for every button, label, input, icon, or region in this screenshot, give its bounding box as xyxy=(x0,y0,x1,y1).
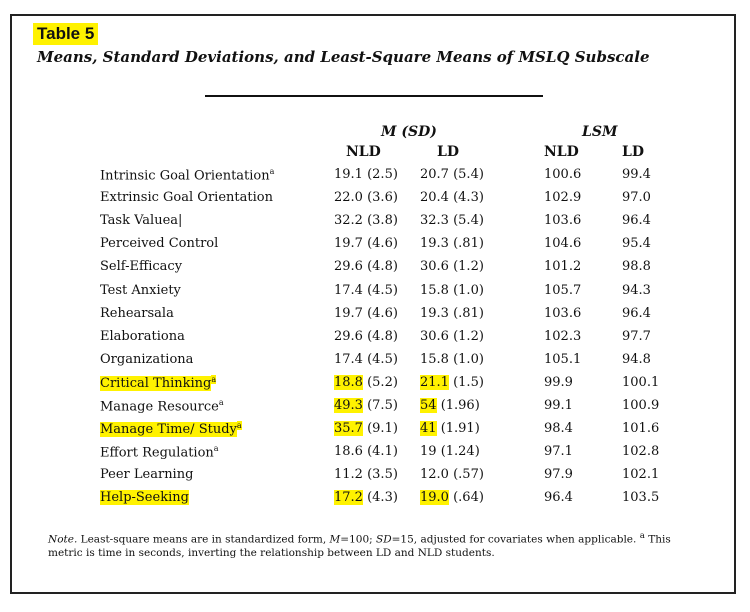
cell-lsm-ld: 96.4 xyxy=(622,306,651,321)
cell-lsm-nld: 99.9 xyxy=(544,375,573,390)
cell-nld-sd: (4.5) xyxy=(367,352,398,367)
header-lsm-nld: NLD xyxy=(544,144,579,160)
cell-lsm-nld: 102.3 xyxy=(544,329,582,344)
cell-ld-mean: 19 xyxy=(420,444,437,459)
note-sup: a xyxy=(639,531,645,541)
cell-lsm-nld: 97.1 xyxy=(544,444,573,459)
cell-ld-sd: (1.2) xyxy=(453,329,484,344)
table-row xyxy=(0,190,750,210)
cell-ld-sd: (.81) xyxy=(453,306,484,321)
cell-lsm-ld: 100.9 xyxy=(622,398,660,413)
cell-nld xyxy=(334,283,398,298)
cell-ld xyxy=(420,306,484,321)
table-label: Table 5 xyxy=(33,23,98,45)
cell-nld-mean: 11.2 xyxy=(334,467,363,482)
cell-nld-sd: (4.6) xyxy=(367,236,398,251)
cell-ld xyxy=(420,190,484,205)
cell-ld-sd: (1.96) xyxy=(440,398,480,413)
table-row xyxy=(0,421,750,441)
row-label-text: Task Valuea| xyxy=(100,213,183,228)
row-label xyxy=(100,329,185,344)
table-row xyxy=(0,398,750,418)
cell-ld xyxy=(420,329,484,344)
cell-lsm-nld: 97.9 xyxy=(544,467,573,482)
cell-ld xyxy=(420,283,484,298)
row-label xyxy=(100,467,193,482)
cell-lsm-ld: 96.4 xyxy=(622,213,651,228)
row-label xyxy=(100,421,242,437)
cell-ld-sd: (1.5) xyxy=(453,375,484,390)
note-lead: Note. xyxy=(48,533,78,546)
cell-nld-mean: 19.7 xyxy=(334,306,363,321)
cell-nld-mean: 32.2 xyxy=(334,213,363,228)
cell-nld-mean: 22.0 xyxy=(334,190,363,205)
cell-ld xyxy=(420,236,484,251)
cell-nld-mean: 19.7 xyxy=(334,236,363,251)
cell-ld-mean: 41 xyxy=(420,421,437,436)
cell-ld-sd: (1.24) xyxy=(440,444,480,459)
row-label-text: Rehearsala xyxy=(100,306,174,321)
cell-nld-mean: 17.4 xyxy=(334,283,363,298)
note-text-4: This metric is time in seconds, inverting the relationship between LD and NLD students. xyxy=(48,533,671,559)
cell-lsm-nld: 103.6 xyxy=(544,213,582,228)
cell-ld-mean: 30.6 xyxy=(420,259,449,274)
cell-ld-mean: 54 xyxy=(420,398,437,413)
row-label-text: Perceived Control xyxy=(100,236,219,251)
row-label xyxy=(100,306,174,321)
cell-nld-mean: 49.3 xyxy=(334,398,363,413)
cell-nld xyxy=(334,375,398,390)
cell-ld xyxy=(420,444,480,459)
cell-lsm-ld: 97.0 xyxy=(622,190,651,205)
row-label-text: Critical Thinking xyxy=(100,376,212,392)
cell-lsm-ld: 95.4 xyxy=(622,236,651,251)
row-label xyxy=(100,236,218,251)
cell-lsm-ld: 101.6 xyxy=(622,421,660,436)
cell-nld-sd: (4.3) xyxy=(367,490,398,505)
cell-nld-sd: (2.5) xyxy=(367,167,398,182)
cell-ld-mean: 20.4 xyxy=(420,190,449,205)
table-title: Means, Standard Deviations, and Least-Square Means of MSLQ Subscale xyxy=(37,48,650,66)
cell-nld xyxy=(334,213,398,228)
cell-lsm-ld: 94.8 xyxy=(622,352,651,367)
cell-lsm-nld: 105.7 xyxy=(544,283,582,298)
table-row xyxy=(0,329,750,349)
cell-ld xyxy=(420,352,484,367)
cell-nld xyxy=(334,236,398,251)
cell-ld xyxy=(420,467,484,482)
cell-nld xyxy=(334,329,398,344)
cell-lsm-ld: 97.7 xyxy=(622,329,651,344)
cell-lsm-nld: 100.6 xyxy=(544,167,582,182)
cell-nld-sd: (4.1) xyxy=(367,444,398,459)
title-rule xyxy=(205,95,543,97)
cell-ld-mean: 12.0 xyxy=(420,467,449,482)
cell-nld-sd: (3.6) xyxy=(367,190,398,205)
cell-ld-mean: 19.3 xyxy=(420,306,449,321)
row-label xyxy=(100,213,182,228)
cell-nld-mean: 17.4 xyxy=(334,352,363,367)
cell-lsm-nld: 99.1 xyxy=(544,398,573,413)
cell-ld-mean: 15.8 xyxy=(420,283,449,298)
header-lsm-ld: LD xyxy=(622,144,644,160)
cell-nld-mean: 29.6 xyxy=(334,329,363,344)
header-msd-ld: LD xyxy=(437,144,459,160)
header-msd-nld: NLD xyxy=(346,144,381,160)
cell-lsm-ld: 102.8 xyxy=(622,444,660,459)
cell-lsm-nld: 103.6 xyxy=(544,306,582,321)
row-label-text: Intrinsic Goal Orientation xyxy=(100,168,270,184)
cell-ld-sd: (1.91) xyxy=(440,421,480,436)
row-label-text: Test Anxiety xyxy=(100,283,181,298)
note-text-2: =100; xyxy=(340,533,376,546)
cell-ld-sd: (.57) xyxy=(453,467,484,482)
table-row xyxy=(0,352,750,372)
cell-ld xyxy=(420,259,484,274)
cell-ld xyxy=(420,213,484,228)
row-label-sup: a xyxy=(211,375,217,384)
table-row xyxy=(0,167,750,187)
cell-nld-sd: (3.8) xyxy=(367,213,398,228)
cell-ld-mean: 15.8 xyxy=(420,352,449,367)
note-m: M xyxy=(329,533,341,546)
table-note xyxy=(48,530,698,560)
row-label xyxy=(100,259,182,274)
row-label xyxy=(100,352,193,367)
cell-lsm-nld: 101.2 xyxy=(544,259,582,274)
table-row xyxy=(0,467,750,487)
table-row xyxy=(0,283,750,303)
cell-lsm-ld: 98.8 xyxy=(622,259,651,274)
row-label-text: Elaborationa xyxy=(100,329,185,344)
table-row xyxy=(0,306,750,326)
cell-ld-sd: (4.3) xyxy=(453,190,484,205)
cell-ld-sd: (1.2) xyxy=(453,259,484,274)
note-sd: SD xyxy=(376,533,392,546)
cell-ld-sd: (1.0) xyxy=(453,352,484,367)
cell-nld xyxy=(334,421,398,436)
cell-nld-sd: (9.1) xyxy=(367,421,398,436)
row-label-sup: a xyxy=(236,421,242,430)
row-label xyxy=(100,398,224,414)
cell-nld-sd: (4.6) xyxy=(367,306,398,321)
table-row xyxy=(0,375,750,395)
row-label-sup: a xyxy=(218,398,224,407)
cell-nld-sd: (4.8) xyxy=(367,259,398,274)
table-row xyxy=(0,444,750,464)
cell-nld-mean: 29.6 xyxy=(334,259,363,274)
cell-nld-mean: 19.1 xyxy=(334,167,363,182)
row-label-text: Manage Time/ Study xyxy=(100,422,237,438)
table-row xyxy=(0,259,750,279)
row-label-text: Effort Regulation xyxy=(100,445,214,461)
cell-ld xyxy=(420,398,480,413)
cell-nld-sd: (3.5) xyxy=(367,467,398,482)
cell-nld xyxy=(334,259,398,274)
row-label-text: Manage Resource xyxy=(100,399,219,415)
row-label-sup: a xyxy=(213,444,219,453)
cell-nld-mean: 18.6 xyxy=(334,444,363,459)
cell-lsm-nld: 102.9 xyxy=(544,190,582,205)
note-text-1: Least-square means are in standardized form, xyxy=(77,533,330,546)
cell-nld-sd: (4.8) xyxy=(367,329,398,344)
table-row xyxy=(0,213,750,233)
cell-ld-mean: 30.6 xyxy=(420,329,449,344)
row-label-text: Peer Learning xyxy=(100,467,194,482)
cell-nld xyxy=(334,190,398,205)
cell-ld-mean: 19.0 xyxy=(420,490,449,505)
row-label xyxy=(100,167,274,183)
cell-lsm-ld: 99.4 xyxy=(622,167,651,182)
cell-nld xyxy=(334,398,398,413)
cell-ld-mean: 21.1 xyxy=(420,375,449,390)
cell-nld xyxy=(334,444,398,459)
row-label-text: Help-Seeking xyxy=(100,490,189,505)
row-label-sup: a xyxy=(269,167,275,176)
cell-ld-mean: 32.3 xyxy=(420,213,449,228)
cell-nld xyxy=(334,167,398,182)
cell-nld xyxy=(334,467,398,482)
header-lsm: LSM xyxy=(582,124,618,140)
cell-lsm-nld: 105.1 xyxy=(544,352,582,367)
table-row xyxy=(0,236,750,256)
cell-nld xyxy=(334,306,398,321)
row-label xyxy=(100,444,219,460)
note-text-3: =15, adjusted for covariates when applicable. xyxy=(391,533,640,546)
cell-lsm-ld: 102.1 xyxy=(622,467,660,482)
cell-ld-sd: (1.0) xyxy=(453,283,484,298)
cell-lsm-nld: 104.6 xyxy=(544,236,582,251)
cell-lsm-nld: 98.4 xyxy=(544,421,573,436)
row-label-text: Extrinsic Goal Orientation xyxy=(100,190,273,205)
cell-lsm-ld: 103.5 xyxy=(622,490,660,505)
cell-ld-mean: 20.7 xyxy=(420,167,449,182)
cell-ld-mean: 19.3 xyxy=(420,236,449,251)
cell-ld-sd: (5.4) xyxy=(453,167,484,182)
cell-nld-sd: (5.2) xyxy=(367,375,398,390)
row-label xyxy=(100,375,216,391)
cell-ld-sd: (5.4) xyxy=(453,213,484,228)
cell-ld xyxy=(420,167,484,182)
row-label xyxy=(100,283,181,298)
cell-nld-mean: 17.2 xyxy=(334,490,363,505)
cell-lsm-ld: 94.3 xyxy=(622,283,651,298)
row-label-text: Self-Efficacy xyxy=(100,259,183,274)
cell-lsm-ld: 100.1 xyxy=(622,375,660,390)
cell-ld-sd: (.81) xyxy=(453,236,484,251)
row-label xyxy=(100,490,189,505)
cell-nld xyxy=(334,352,398,367)
cell-lsm-nld: 96.4 xyxy=(544,490,573,505)
cell-nld-mean: 35.7 xyxy=(334,421,363,436)
cell-nld xyxy=(334,490,398,505)
cell-ld xyxy=(420,375,484,390)
cell-nld-sd: (7.5) xyxy=(367,398,398,413)
table-row xyxy=(0,490,750,510)
cell-nld-mean: 18.8 xyxy=(334,375,363,390)
row-label xyxy=(100,190,273,205)
cell-ld-sd: (.64) xyxy=(453,490,484,505)
cell-nld-sd: (4.5) xyxy=(367,283,398,298)
cell-ld xyxy=(420,490,484,505)
header-msd: M (SD) xyxy=(381,124,437,140)
row-label-text: Organizationa xyxy=(100,352,194,367)
cell-ld xyxy=(420,421,480,436)
